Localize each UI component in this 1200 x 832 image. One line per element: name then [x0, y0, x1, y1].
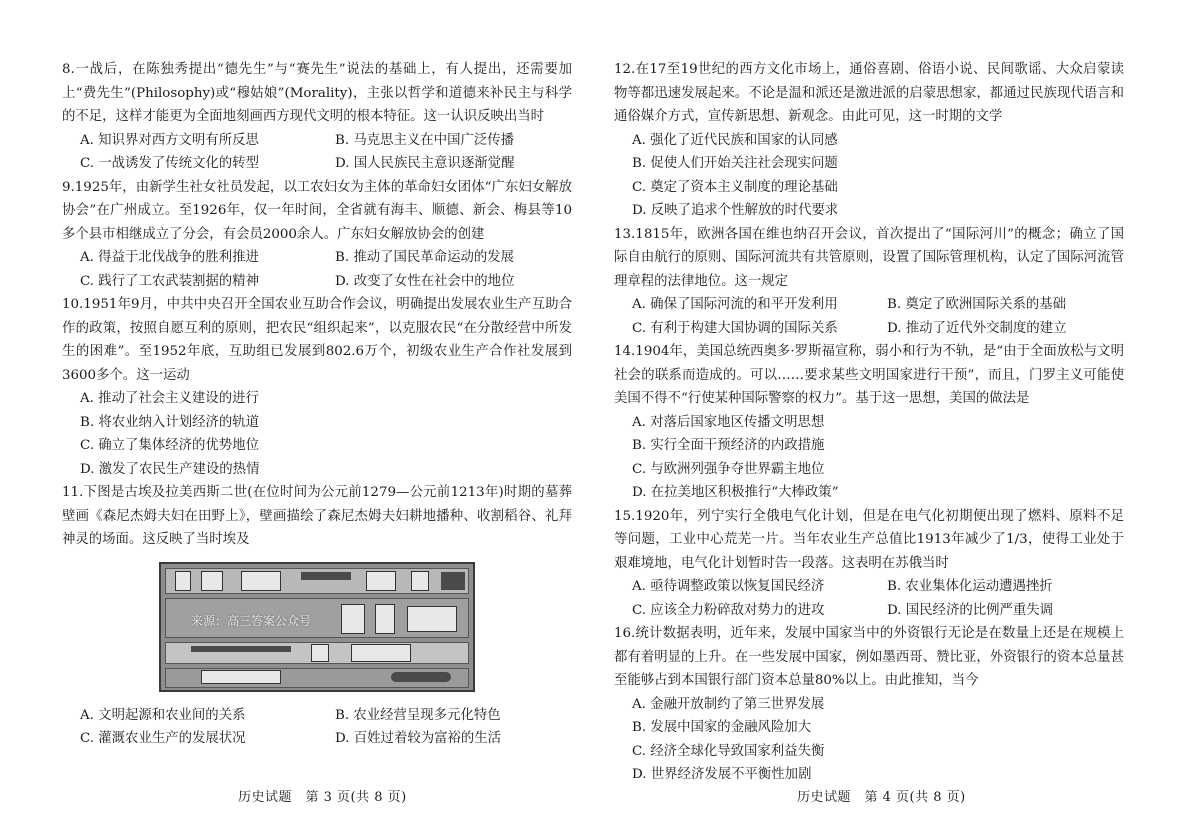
- option-b: B. 促使人们开始关注社会现实问题: [632, 156, 838, 171]
- question-15-stem: 15.1920年，列宁实行全俄电气化计划，但是在电气化初期便出现了燃料、原料不足等问题，工业中心荒芜一片。当年农业生产总值比1913年减少了1/3，使得工业处于艰难境地，电气化计划暂时告一段落。这表明在苏俄当时: [614, 508, 1124, 571]
- mural-trees: [201, 670, 281, 684]
- question-8: [62, 58, 572, 176]
- option-a: A. 知识界对西方文明有所反思: [80, 132, 259, 148]
- option-d: D. 世界经济发展不平衡性加剧: [632, 767, 812, 782]
- option-c: C. 应该全力粉碎敌对势力的进攻: [632, 602, 825, 618]
- question-15-options: [614, 575, 1124, 622]
- mural-shrine: [441, 572, 465, 590]
- option-a: A. 对落后国家地区传播文明思想: [632, 414, 825, 430]
- option-d: D. 国民经济的比例严重失调: [887, 602, 1054, 618]
- left-column: [62, 58, 572, 751]
- page-footer-right: 历史试题 第 4 页(共 8 页): [797, 790, 966, 805]
- mural-image-wrapper: [62, 562, 572, 692]
- tomb-mural-image: [159, 562, 475, 692]
- option-a: A. 确保了国际河流的和平开发利用: [632, 297, 838, 312]
- question-16-options: [614, 693, 1124, 787]
- mural-figure: [375, 604, 395, 634]
- question-8-options: [62, 129, 572, 176]
- mural-canal: [391, 672, 451, 682]
- option-d: D. 改变了女性在社会中的地位: [335, 273, 515, 289]
- question-11-stem: 11.下图是古埃及拉美西斯二世(在位时间为公元前1279—公元前1213年)时期的墓葬壁画《森尼杰姆夫妇在田野上》，壁画描绘了森尼杰姆夫妇耕地播种、收割稻谷、礼拜神灵的场面。这反映了当时埃及: [62, 485, 572, 547]
- question-14-options: [614, 411, 1124, 505]
- mural-figure: [341, 604, 365, 634]
- option-b: B. 推动了国民革命运动的发展: [335, 250, 515, 265]
- question-11-options: [62, 704, 572, 751]
- option-c: C. 践行了工农武装割据的精神: [80, 273, 259, 289]
- option-d: D. 在拉美地区积极推行“大棒政策”: [632, 485, 839, 500]
- mural-figure: [201, 571, 223, 591]
- option-d: D. 推动了近代外交制度的建立: [887, 320, 1067, 336]
- option-a: A. 强化了近代民族和国家的认同感: [632, 132, 838, 148]
- option-b: B. 实行全面干预经济的内政措施: [632, 438, 825, 453]
- option-a: A. 推动了社会主义建设的进行: [80, 391, 259, 406]
- option-c: C. 有利于构建大国协调的国际关系: [632, 320, 838, 336]
- question-16: [614, 622, 1124, 787]
- question-10-stem: 10.1951年9月，中共中央召开全国农业互助合作会议，明确提出发展农业生产互助合作的政策，按照自愿互利的原则，把农民“组织起来”，以克服农民“在分散经营中所发生的困难”。至1952年底，互助组已发展到802.6万个，初级农业生产合作社发展到3600多个。这一运动: [62, 297, 572, 383]
- right-column: [614, 58, 1124, 787]
- option-c: C. 经济全球化导致国家利益失衡: [632, 743, 825, 759]
- option-d: D. 激发了农民生产建设的热情: [80, 461, 260, 477]
- question-12-options: [614, 129, 1124, 223]
- mural-hieroglyphs: [301, 572, 351, 580]
- option-b: B. 奠定了欧洲国际关系的基础: [887, 297, 1067, 312]
- option-b: B. 农业经营呈现多元化特色: [335, 707, 501, 723]
- question-12-stem: 12.在17至19世纪的西方文化市场上，通俗喜剧、俗语小说、民间歌谣、大众启蒙读物等都迅速发展起来。不论是温和派还是激进派的启蒙思想家，都通过民族现代语言和通俗媒介方式，宣传新思想、新观念。由此可见，这一时期的文学: [614, 62, 1124, 124]
- option-d: D. 国人民族民主意识逐渐觉醒: [335, 156, 515, 171]
- mural-figure: [175, 571, 191, 591]
- question-13-options: [614, 293, 1124, 340]
- mural-crops: [191, 646, 291, 652]
- option-b: B. 发展中国家的金融风险加大: [632, 720, 812, 735]
- question-14-stem: 14.1904年，美国总统西奥多·罗斯福宣称，弱小和行为不轨，是“由于全面放松与文明社会的联系而造成的。可以……要求某些文明国家进行干预”，而且，门罗主义可能使美国不得不“行使某种国际警察的权力”。基于这一思想，美国的做法是: [614, 344, 1124, 406]
- question-9-options: [62, 246, 572, 293]
- mural-watermark-text: 来源：高三答案公众号: [191, 613, 312, 628]
- option-a: A. 亟待调整政策以恢复国民经济: [632, 579, 825, 594]
- question-14: [614, 340, 1124, 505]
- question-16-stem: 16.统计数据表明，近年来，发展中国家当中的外资银行无论是在数量上还是在规模上都有着明显的上升。在一些发展中国家，例如墨西哥、赞比亚，外资银行的资本总量甚至能够占到本国银行部门资本总量80%以上。由此推知，当今: [614, 626, 1124, 688]
- option-a: A. 金融开放制约了第三世界发展: [632, 696, 825, 712]
- option-d: D. 反映了追求个性解放的时代要求: [632, 203, 839, 218]
- mural-figure: [351, 644, 411, 662]
- option-b: B. 马克思主义在中国广泛传播: [335, 132, 515, 148]
- mural-figure: [311, 644, 329, 662]
- option-c: C. 灌溉农业生产的发展状况: [80, 731, 246, 746]
- mural-figure: [241, 571, 281, 591]
- option-d: D. 百姓过着较为富裕的生活: [335, 731, 502, 746]
- question-10-options: [62, 387, 572, 481]
- option-c: C. 奠定了资本主义制度的理论基础: [632, 179, 838, 195]
- option-a: A. 文明起源和农业间的关系: [80, 707, 246, 723]
- question-9: [62, 176, 572, 294]
- question-9-stem: 9.1925年，由新学生社女社员发起，以工农妇女为主体的革命妇女团体“广东妇女解放协会”在广州成立。至1926年，仅一年时间，全省就有海丰、顺德、新会、梅县等10多个县市相继成立了分会，有会员2000余人。广东妇女解放协会的创建: [62, 179, 572, 242]
- option-b: B. 农业集体化运动遭遇挫折: [887, 579, 1053, 594]
- mural-figure: [366, 571, 396, 591]
- mural-figure: [407, 606, 457, 632]
- question-15: [614, 505, 1124, 623]
- question-11: [62, 481, 572, 751]
- question-13: [614, 223, 1124, 341]
- option-c: C. 一战诱发了传统文化的转型: [80, 156, 259, 171]
- option-c: C. 确立了集体经济的优势地位: [80, 438, 259, 453]
- question-13-stem: 13.1815年，欧洲各国在维也纳召开会议，首次提出了“国际河川”的概念；确立了国际自由航行的原则、国际河流共有共管原则，设置了国际管理机构，认定了国际河流管理章程的法律地位。这一规定: [614, 226, 1124, 289]
- mural-figure: [411, 571, 429, 591]
- question-12: [614, 58, 1124, 223]
- page-footer-left: 历史试题 第 3 页(共 8 页): [238, 790, 407, 805]
- option-b: B. 将农业纳入计划经济的轨道: [80, 414, 260, 430]
- question-8-stem: 8.一战后，在陈独秀提出“德先生”与“赛先生”说法的基础上，有人提出，还需要加上“费先生”(Philosophy)或“穆姑娘”(Morality)，主张以哲学和道德来补民主与科学的不足，这样才能更为全面地刻画西方现代文明的根本特征。这一认识反映出当时: [62, 62, 572, 124]
- option-c: C. 与欧洲列强争夺世界霸主地位: [632, 461, 825, 477]
- question-10: [62, 293, 572, 481]
- option-a: A. 得益于北伐战争的胜利推进: [80, 250, 259, 265]
